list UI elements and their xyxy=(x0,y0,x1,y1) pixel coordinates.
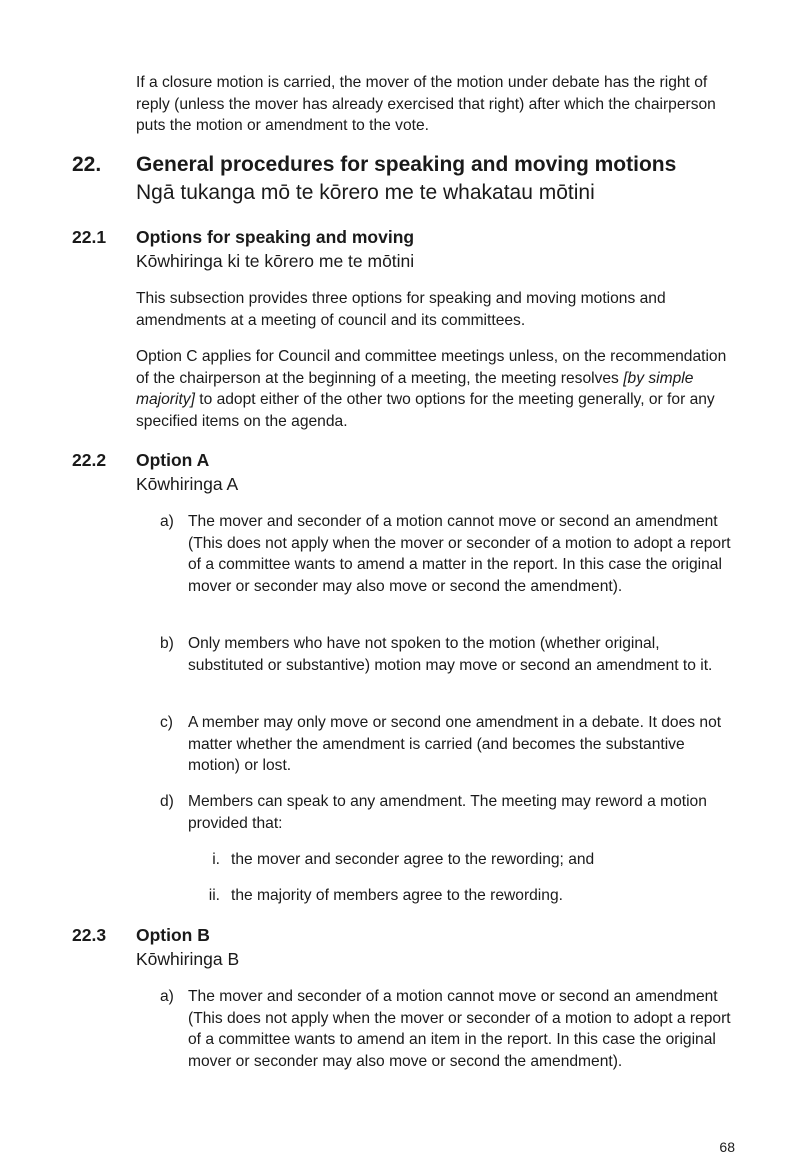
section-22-1-paragraph-2: Option C applies for Council and committee meetings unless, on the recommendation of the chairperson at the beginning of a meeting, the meeting resolves [by simple majority] to adopt either of the other two options for the meeting generally, or for any specified items on the agenda. xyxy=(136,348,727,430)
list-item: Only members who have not spoken to the motion (whether original, substituted or substantive) motion may move or second an amendment to it. xyxy=(188,635,713,674)
section-22-3-maori-title: Kōwhiringa B xyxy=(136,949,240,969)
section-22-3-number: 22.3 xyxy=(72,925,107,945)
italic-phrase: [by simple majority] xyxy=(136,369,694,408)
section-22-2-number: 22.2 xyxy=(72,450,107,470)
list-marker: a) xyxy=(160,988,174,1005)
list-item: A member may only move or second one amendment in a debate. It does not matter whether the amendment is carried (and becomes the substantive motion) or lost. xyxy=(188,714,722,774)
list-marker: a) xyxy=(160,513,174,530)
section-22-1-maori-title: Kōwhiringa ki te kōrero me te mōtini xyxy=(136,251,415,271)
section-22-3-title: Option B xyxy=(136,925,210,945)
section-22-2-maori-title: Kōwhiringa A xyxy=(136,474,239,494)
list-item: The mover and seconder of a motion cannot move or second an amendment (This does not apply when the mover or seconder of a motion to adopt a report of a committee wants to amend an item in the report. In this case the original mover or seconder may also move or second the amendment). xyxy=(188,988,731,1070)
section-22-1-title: Options for speaking and moving xyxy=(136,227,415,247)
section-22-title: General procedures for speaking and moving motions xyxy=(136,153,677,176)
section-22-number: 22. xyxy=(72,153,102,176)
page-number: 68 xyxy=(719,1139,735,1155)
section-22-2-title: Option A xyxy=(136,450,210,470)
list-item: The mover and seconder of a motion cannot move or second an amendment (This does not apply when the mover or seconder of a motion to adopt a report of a committee wants to amend a matter in the report. In this case the original mover or seconder may also move or second the amendment). xyxy=(188,513,731,595)
list-item: Members can speak to any amendment. The meeting may reword a motion provided that: xyxy=(188,793,707,832)
sublist-item: the majority of members agree to the rewording. xyxy=(231,887,563,904)
list-marker: c) xyxy=(160,714,173,731)
section-22-1-paragraph-1: This subsection provides three options for speaking and moving motions and amendments at a meeting of council and its committees. xyxy=(136,290,666,329)
intro-paragraph: If a closure motion is carried, the mover of the motion under debate has the right of reply (unless the mover has already exercised that right) after which the chairperson puts the motion or amendment to the vote. xyxy=(136,74,716,134)
section-22-1-number: 22.1 xyxy=(72,227,107,247)
sublist-item: the mover and seconder agree to the rewording; and xyxy=(231,851,595,868)
list-marker: d) xyxy=(160,793,174,810)
section-22-maori-title: Ngā tukanga mō te kōrero me te whakatau mōtini xyxy=(136,181,595,204)
sublist-marker: ii. xyxy=(208,887,220,904)
list-marker: b) xyxy=(160,635,174,652)
sublist-marker: i. xyxy=(212,851,220,868)
